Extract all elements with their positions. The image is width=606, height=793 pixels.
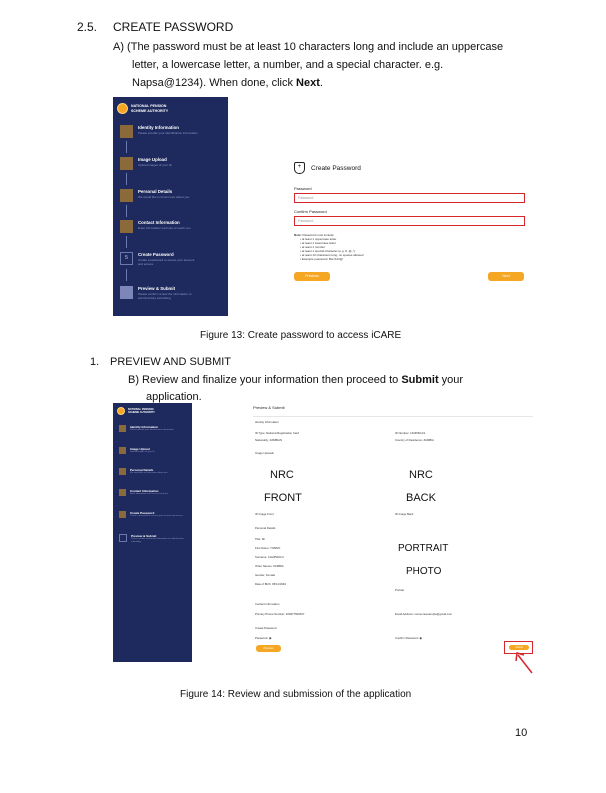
nrc-front-image-nrc: NRC bbox=[270, 469, 294, 481]
section-title: CREATE PASSWORD bbox=[113, 20, 234, 34]
step-title: Preview & Submit bbox=[138, 286, 176, 291]
gender: Gender: Female bbox=[255, 573, 276, 577]
instruction-line-3: Napsa@1234). When done, click Next. bbox=[132, 77, 323, 89]
contact-heading: Contact Information bbox=[255, 602, 280, 606]
step-title: Image Upload bbox=[130, 447, 150, 451]
note-title: Note: bbox=[294, 233, 302, 237]
nrc-back-image-back: BACK bbox=[406, 492, 436, 504]
step-desc: Enter information we'll use to reach you bbox=[130, 493, 169, 495]
step-desc: Please confirm review the information to submit before submitting bbox=[131, 538, 184, 543]
step-icon bbox=[119, 425, 126, 432]
rule-item: • at least 10 characters long, no spaces allowed bbox=[300, 253, 364, 257]
id-front-label: ID Image Front bbox=[255, 512, 274, 516]
eye-icon[interactable]: ◉ bbox=[268, 636, 272, 640]
step-connector bbox=[126, 205, 127, 217]
step-connector bbox=[126, 173, 127, 185]
next-button[interactable]: Next bbox=[488, 272, 524, 281]
step-title: Preview & Submit bbox=[131, 534, 157, 538]
napsa-emblem-icon bbox=[117, 407, 125, 415]
step-icon bbox=[120, 220, 133, 233]
divider bbox=[253, 416, 533, 417]
page-number: 10 bbox=[515, 727, 528, 739]
figure13-caption: Figure 13: Create password to access iCARE bbox=[200, 330, 402, 341]
sidebar-step-identity[interactable] bbox=[120, 125, 198, 138]
rule-item: • at least 1 special character (e.g. #, @, !) bbox=[300, 249, 356, 253]
shield-plus-icon: + bbox=[294, 162, 305, 174]
step-connector bbox=[126, 236, 127, 248]
previous-button[interactable]: Previous bbox=[294, 272, 330, 281]
step-connector bbox=[126, 141, 127, 153]
confirm-password-label: Confirm Password bbox=[294, 209, 327, 214]
step-icon bbox=[119, 489, 126, 496]
other-names: Other Names: ZAMBIA bbox=[255, 564, 284, 568]
surname: Surname: CHAPWALO bbox=[255, 555, 284, 559]
portrait-label: Portrait bbox=[395, 588, 405, 592]
step-icon bbox=[120, 125, 133, 138]
step-desc: We would like to know more about you bbox=[138, 195, 190, 199]
sidebar-step-image-upload[interactable] bbox=[120, 157, 172, 170]
first-name: First Name: TOMMY bbox=[255, 546, 281, 550]
step-icon bbox=[119, 468, 126, 475]
step-icon: 5 bbox=[120, 252, 133, 265]
rule-item: • at least 1 number bbox=[300, 245, 326, 249]
section2-number: 1. bbox=[90, 356, 100, 368]
org-name-line1: NATIONAL PENSION bbox=[131, 104, 167, 109]
id-number: ID Number: 123456/11/1 bbox=[395, 431, 426, 435]
step-desc: Please provide your identification information bbox=[130, 429, 174, 431]
org-name-line2: SCHEME AUTHORITY bbox=[131, 108, 169, 113]
sidebar-step-preview[interactable] bbox=[119, 534, 187, 544]
figure13-sidebar bbox=[113, 97, 228, 316]
napsa-logo bbox=[117, 103, 168, 114]
sidebar-step-image-upload[interactable] bbox=[119, 447, 155, 454]
step-desc: Create a password to secure your account and access bbox=[138, 258, 195, 266]
step-desc: Upload images of your ID bbox=[138, 163, 172, 167]
step-title: Identity Information bbox=[130, 425, 158, 429]
figure14-caption: Figure 14: Review and submission of the application bbox=[180, 689, 412, 700]
password-label: Password bbox=[294, 186, 312, 191]
create-password-header bbox=[294, 162, 361, 174]
step-icon bbox=[120, 157, 133, 170]
confirm-password-input[interactable]: Password bbox=[294, 216, 525, 226]
rule-item: • at least 1 uppercase letter bbox=[300, 237, 337, 241]
create-password-heading: Create Password bbox=[255, 626, 277, 630]
portrait-image-photo: PHOTO bbox=[406, 566, 442, 577]
step-desc: Upload images of your ID bbox=[130, 451, 155, 453]
instruction-line-1: A) (The password must be at least 10 characters long and include an uppercase bbox=[113, 41, 504, 53]
country-of-residence: Country of Residence: ZAMBIA bbox=[395, 438, 434, 442]
sidebar-step-contact[interactable] bbox=[119, 489, 186, 496]
arrow-pointer-icon bbox=[512, 650, 536, 676]
date-of-birth: Date of Birth: 05/11/1994 bbox=[255, 582, 286, 586]
section2-title: PREVIEW AND SUBMIT bbox=[110, 356, 232, 368]
step-desc: Please provide your identification information bbox=[138, 131, 198, 135]
rule-item: • at least 1 lowercase letter bbox=[300, 241, 336, 245]
step-desc: Enter information we'll use to reach you bbox=[138, 226, 191, 230]
step-icon bbox=[120, 286, 133, 299]
step-desc: Please confirm review the information to submit before submitting bbox=[138, 292, 192, 300]
nrc-back-image-nrc: NRC bbox=[409, 469, 433, 481]
submit-button[interactable]: Submit bbox=[509, 645, 529, 650]
email-address: Email Address: someoneexample@gmail.com bbox=[395, 612, 453, 616]
step-title: Create Password bbox=[130, 511, 155, 515]
section-number: 2.5. bbox=[77, 20, 98, 34]
step-title: Contact Information bbox=[138, 220, 180, 225]
section2-instruction-2: application. bbox=[146, 391, 202, 403]
primary-phone: Primary Phone Number: 260977500527 bbox=[255, 612, 305, 616]
step-title: Image Upload bbox=[138, 157, 167, 162]
step-title: Personal Details bbox=[138, 189, 173, 194]
nrc-front-image-front: FRONT bbox=[264, 492, 302, 504]
napsa-emblem-icon bbox=[117, 103, 128, 114]
confirm-password-field: Confirm Password: ◉ bbox=[395, 636, 422, 640]
create-password-title: Create Password bbox=[311, 164, 361, 172]
step-desc: Create a password to secure your account and access bbox=[130, 515, 183, 517]
note-intro: Password must include: bbox=[302, 233, 335, 237]
password-input[interactable]: Password bbox=[294, 193, 525, 203]
org-name-line1: NATIONAL PENSION bbox=[128, 407, 154, 411]
preview-title: Preview & Submit bbox=[253, 405, 285, 410]
step-desc: We would like to know more about you bbox=[130, 472, 168, 474]
step-title: Personal Details bbox=[130, 468, 154, 472]
step-icon bbox=[119, 511, 126, 518]
step-icon bbox=[120, 189, 133, 202]
sidebar-step-personal[interactable] bbox=[120, 189, 189, 202]
step-title: Create Password bbox=[138, 252, 174, 257]
instruction-line-2: letter, a lowercase letter, a number, and a special character. e.g. bbox=[132, 59, 444, 71]
sidebar-step-preview[interactable] bbox=[120, 286, 200, 300]
step-icon bbox=[119, 534, 127, 542]
sidebar-step-contact[interactable] bbox=[120, 220, 190, 233]
title-field: Title: Mr bbox=[255, 537, 265, 541]
step-icon bbox=[119, 447, 126, 454]
section2-instruction-1: B) Review and finalize your information then proceed to Submit your bbox=[128, 374, 464, 386]
personal-heading: Personal Details bbox=[255, 526, 276, 530]
uploads-heading: Image Uploads bbox=[255, 451, 274, 455]
figure14-sidebar bbox=[113, 403, 192, 662]
nationality: Nationality: ZAMBIAN bbox=[255, 438, 283, 442]
id-type: ID Type: National Registration Card bbox=[255, 431, 299, 435]
step-title: Identity Information bbox=[138, 125, 179, 130]
sidebar-step-identity[interactable] bbox=[119, 425, 186, 432]
step-title: Contact Information bbox=[130, 489, 159, 493]
rule-item: • Example password: Bw=123@ bbox=[300, 257, 343, 261]
napsa-logo bbox=[117, 407, 155, 415]
portrait-image-portrait: PORTRAIT bbox=[398, 543, 449, 554]
preview-previous-button[interactable]: Previous bbox=[256, 645, 281, 652]
identity-heading: Identity Information bbox=[255, 420, 279, 424]
sidebar-step-create-password[interactable] bbox=[119, 511, 186, 518]
org-name-line2: SCHEME AUTHORITY bbox=[128, 411, 155, 414]
step-connector bbox=[126, 269, 127, 281]
eye-icon[interactable]: ◉ bbox=[419, 636, 422, 640]
sidebar-step-personal[interactable] bbox=[119, 468, 186, 475]
password-field: Password: ◉ bbox=[255, 636, 272, 640]
id-back-label: ID Image Back bbox=[395, 512, 414, 516]
password-rules-note bbox=[294, 233, 454, 261]
sidebar-step-create-password[interactable] bbox=[120, 252, 198, 266]
